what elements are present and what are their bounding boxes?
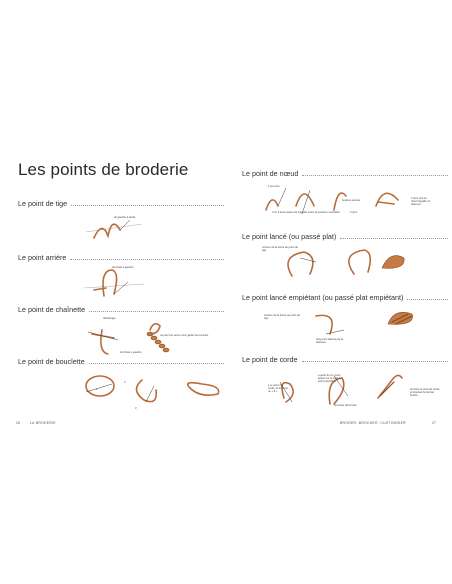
dotted-rule bbox=[89, 363, 224, 364]
note: 1 er point de corde, le fil forme un « 8 » bbox=[268, 384, 288, 394]
footer-left-running-head: LA BRODERIE bbox=[30, 421, 56, 425]
section-title: Le point lancé empiétant (ou passé plat empiétant) bbox=[242, 293, 404, 302]
note: long point alterné par le dessous bbox=[316, 338, 344, 345]
dotted-rule bbox=[71, 205, 224, 206]
note: boucles serrées bbox=[342, 199, 361, 202]
note: à partir du 2 e point, piquer sur le côté du point précédent bbox=[318, 374, 342, 384]
section-point-lance-empietant bbox=[242, 293, 448, 302]
section-title: Le point de chaînette bbox=[18, 305, 86, 314]
note: ne pas trop serrer pour garder les boucles bbox=[160, 334, 209, 337]
page-title: Les points de broderie bbox=[18, 160, 189, 179]
dotted-rule bbox=[340, 238, 448, 239]
note: de droite à gauche bbox=[120, 351, 142, 354]
footer-left-page-number: 26 bbox=[16, 421, 21, 425]
section-point-de-tige bbox=[18, 199, 224, 208]
section-point-de-chainette bbox=[18, 305, 224, 314]
note: 4 tenu tout en tirant l'aiguille en dessous bbox=[411, 197, 431, 207]
dotted-rule bbox=[302, 361, 448, 362]
step-number: 2 bbox=[124, 381, 126, 384]
note: 1 ère tenu bbox=[268, 185, 280, 188]
note: 2 ou 3 tours autour de l'aiguille selon la grosseur souhaitée bbox=[272, 211, 340, 214]
section-point-de-bouclette bbox=[18, 357, 224, 366]
note: démarrage bbox=[103, 317, 116, 320]
note: remonter dans l'axe bbox=[334, 404, 357, 407]
dotted-rule bbox=[407, 299, 448, 300]
section-title: Le point lancé (ou passé plat) bbox=[242, 232, 337, 241]
note: de gauche à droite bbox=[114, 216, 136, 219]
left-page bbox=[14, 160, 234, 430]
note: contour de la forme au point de tige bbox=[264, 314, 300, 321]
dotted-rule bbox=[302, 175, 448, 176]
note: contour de la forme au point de tige bbox=[262, 246, 298, 253]
section-point-de-noeud bbox=[242, 169, 448, 178]
footer-right-page-number: 27 bbox=[432, 421, 437, 425]
section-title: Le point de corde bbox=[242, 355, 298, 364]
right-page bbox=[234, 160, 452, 430]
section-title: Le point de nœud bbox=[242, 169, 299, 178]
note: terminer le point de corde et bouclant le dernier boucle bbox=[410, 388, 440, 398]
section-title: Le point de bouclette bbox=[18, 357, 85, 366]
step-number: 1 bbox=[96, 388, 98, 391]
footer-right-running-head: BRODER, BROCHER, CUSTOMISER bbox=[340, 421, 406, 425]
step-number: 3 bbox=[135, 407, 137, 410]
dotted-rule bbox=[89, 311, 224, 312]
section-point-de-corde bbox=[242, 355, 448, 364]
loop-stitch-illustration bbox=[82, 370, 232, 420]
section-title: Le point de tige bbox=[18, 199, 68, 208]
note: 3 tenu bbox=[350, 211, 358, 214]
section-point-lance bbox=[242, 232, 448, 241]
note: de droite à gauche bbox=[112, 266, 134, 269]
section-title: Le point arrière bbox=[18, 253, 67, 262]
